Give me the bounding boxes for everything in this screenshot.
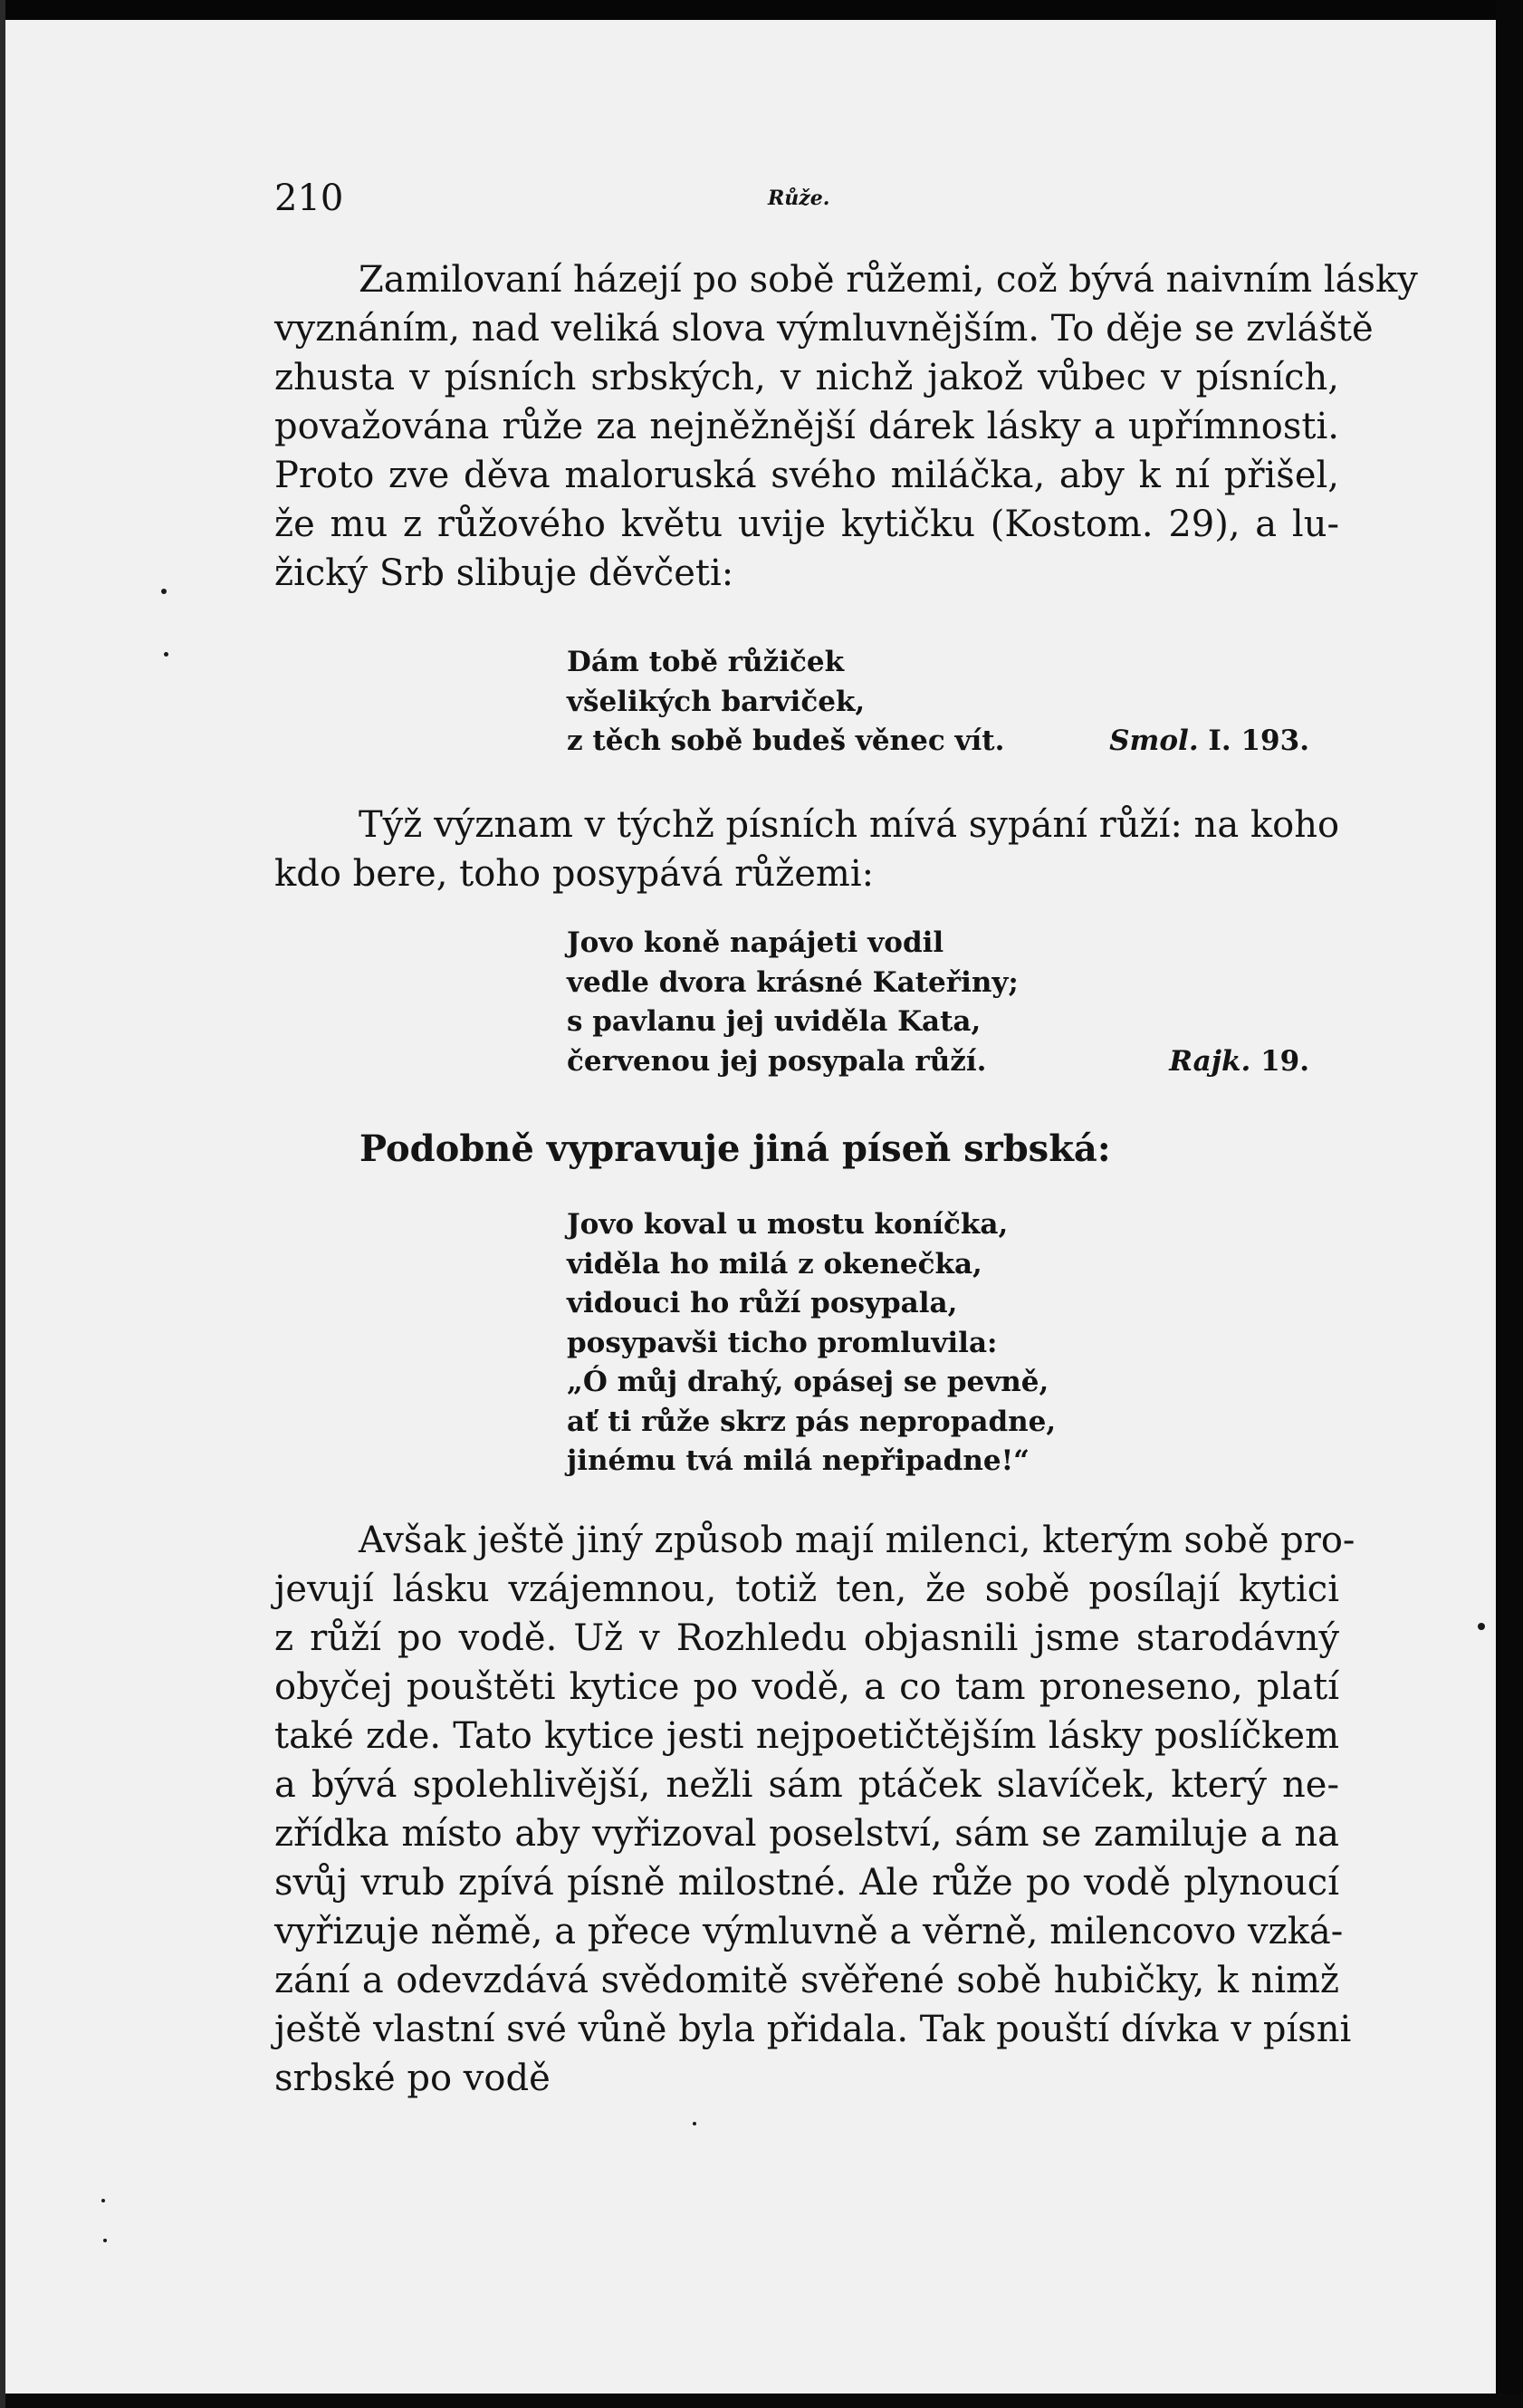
paragraph-2 [274,801,1339,898]
verse-quote-2 [567,924,1309,1081]
text-line: ještě vlastní své vůně byla přidala. Tak pouští dívka v písni [274,2009,1352,2050]
text-line: také zde. Tato kytice jesti nejpoetičtějším lásky poslíčkem [274,1715,1339,1757]
verse-line-with-ref [567,1042,1309,1082]
verse-line-text: z těch sobě budeš věnec vít. [567,724,1005,757]
verse-line-with-ref [567,722,1309,762]
verse-line: všelikých barviček, [567,685,866,718]
scan-speck [1478,1623,1485,1630]
verse-line: viděla ho milá z okenečka, [567,1247,982,1281]
verse-line-text: červenou jej posypala růží. [567,1044,987,1078]
verse-line: posypavši ticho promluvila: [567,1326,998,1359]
verse-line: Jovo koval u mostu koníčka, [567,1208,1009,1241]
scan-speck [693,2122,696,2125]
text-line: svůj vrub zpívá písně milostné. Ale růže po vodě plynoucí [274,1862,1339,1904]
scan-border-top [0,0,1523,20]
verse-line: „Ó můj drahý, opásej se pevně, [567,1366,1049,1398]
scan-border-right [1496,0,1523,2408]
verse-line: Jovo koně napájeti vodil [567,926,944,959]
source-number: 19. [1260,1044,1309,1078]
scan-border-left [0,0,5,2408]
text-line: srbské po vodě [274,2058,551,2099]
source-reference [1169,1042,1309,1082]
text-line: vyřizuje němě, a přece výmluvně a věrně, milencovo vzká- [274,1911,1344,1952]
verse-line: Dám tobě růžiček [567,646,845,678]
text-line: zání a odevzdává svědomitě svěřené sobě hubičky, k nimž [274,1960,1339,2001]
source-reference [1109,722,1309,762]
text-line: považována růže za nejněžnější dárek lásky a upřímnosti. [274,406,1339,447]
verse-line: jinému tvá milá nepřipadne!“ [567,1444,1030,1477]
scan-speck [103,2239,107,2242]
text-line: obyčej pouštěti kytice po vodě, a co tam proneseno, platí [274,1666,1339,1708]
running-title: Růže. [768,187,830,210]
text-line: z růží po vodě. Už v Rozhledu objasnili jsme starodávný [274,1617,1339,1659]
text-line: zřídka místo aby vyřizoval poselství, sám se zamiluje a na [274,1813,1339,1855]
source-author: Rajk. [1169,1044,1251,1078]
text-line: zhusta v písních srbských, v nichž jakož vůbec v písních, [274,357,1339,398]
text-line: Avšak ještě jiný způsob mají milenci, kterým sobě pro- [359,1520,1355,1561]
paragraph-1 [274,255,1418,598]
scan-speck [161,589,167,594]
verse-line: ať ti růže skrz pás nepropadne, [567,1405,1057,1438]
text-line: kdo bere, toho posypává růžemi: [274,853,875,895]
text-line: Proto zve děva maloruská svého miláčka, aby k ní přišel, [274,455,1339,496]
source-author: Smol. [1109,724,1199,757]
verse-quote-1 [567,643,1309,762]
paragraph-3: Podobně vypravuje jiná píseň srbská: [359,1127,1111,1170]
verse-line: s pavlanu jej uviděla Kata, [567,1005,982,1038]
page-number: 210 [274,177,344,219]
text-line: a bývá spolehlivější, nežli sám ptáček slavíček, který ne- [274,1764,1339,1806]
scan-speck [164,652,168,657]
scan-speck [101,2199,105,2202]
text-line: že mu z růžového květu uvije kytičku (Kostom. 29), a lu- [274,504,1339,545]
verse-line: vidouci ho růží posypala, [567,1287,958,1319]
text-line: vyznáním, nad veliká slova výmluvnějším. To děje se zvláště [274,308,1374,350]
verse-line: vedle dvora krásné Kateřiny; [567,965,1019,999]
source-number: I. 193. [1208,724,1309,757]
paragraph-4 [274,1516,1355,2103]
verse-quote-3 [567,1205,1309,1482]
text-line: Týž význam v týchž písních mívá sypání růží: na koho [359,804,1340,846]
text-line: žický Srb slibuje děvčeti: [274,552,734,594]
scan-border-bottom [0,2394,1523,2408]
text-line: jevují lásku vzájemnou, totiž ten, že sobě posílají kytici [274,1569,1339,1610]
text-line: Zamilovaní házejí po sobě růžemi, což bývá naivním lásky [359,259,1418,301]
